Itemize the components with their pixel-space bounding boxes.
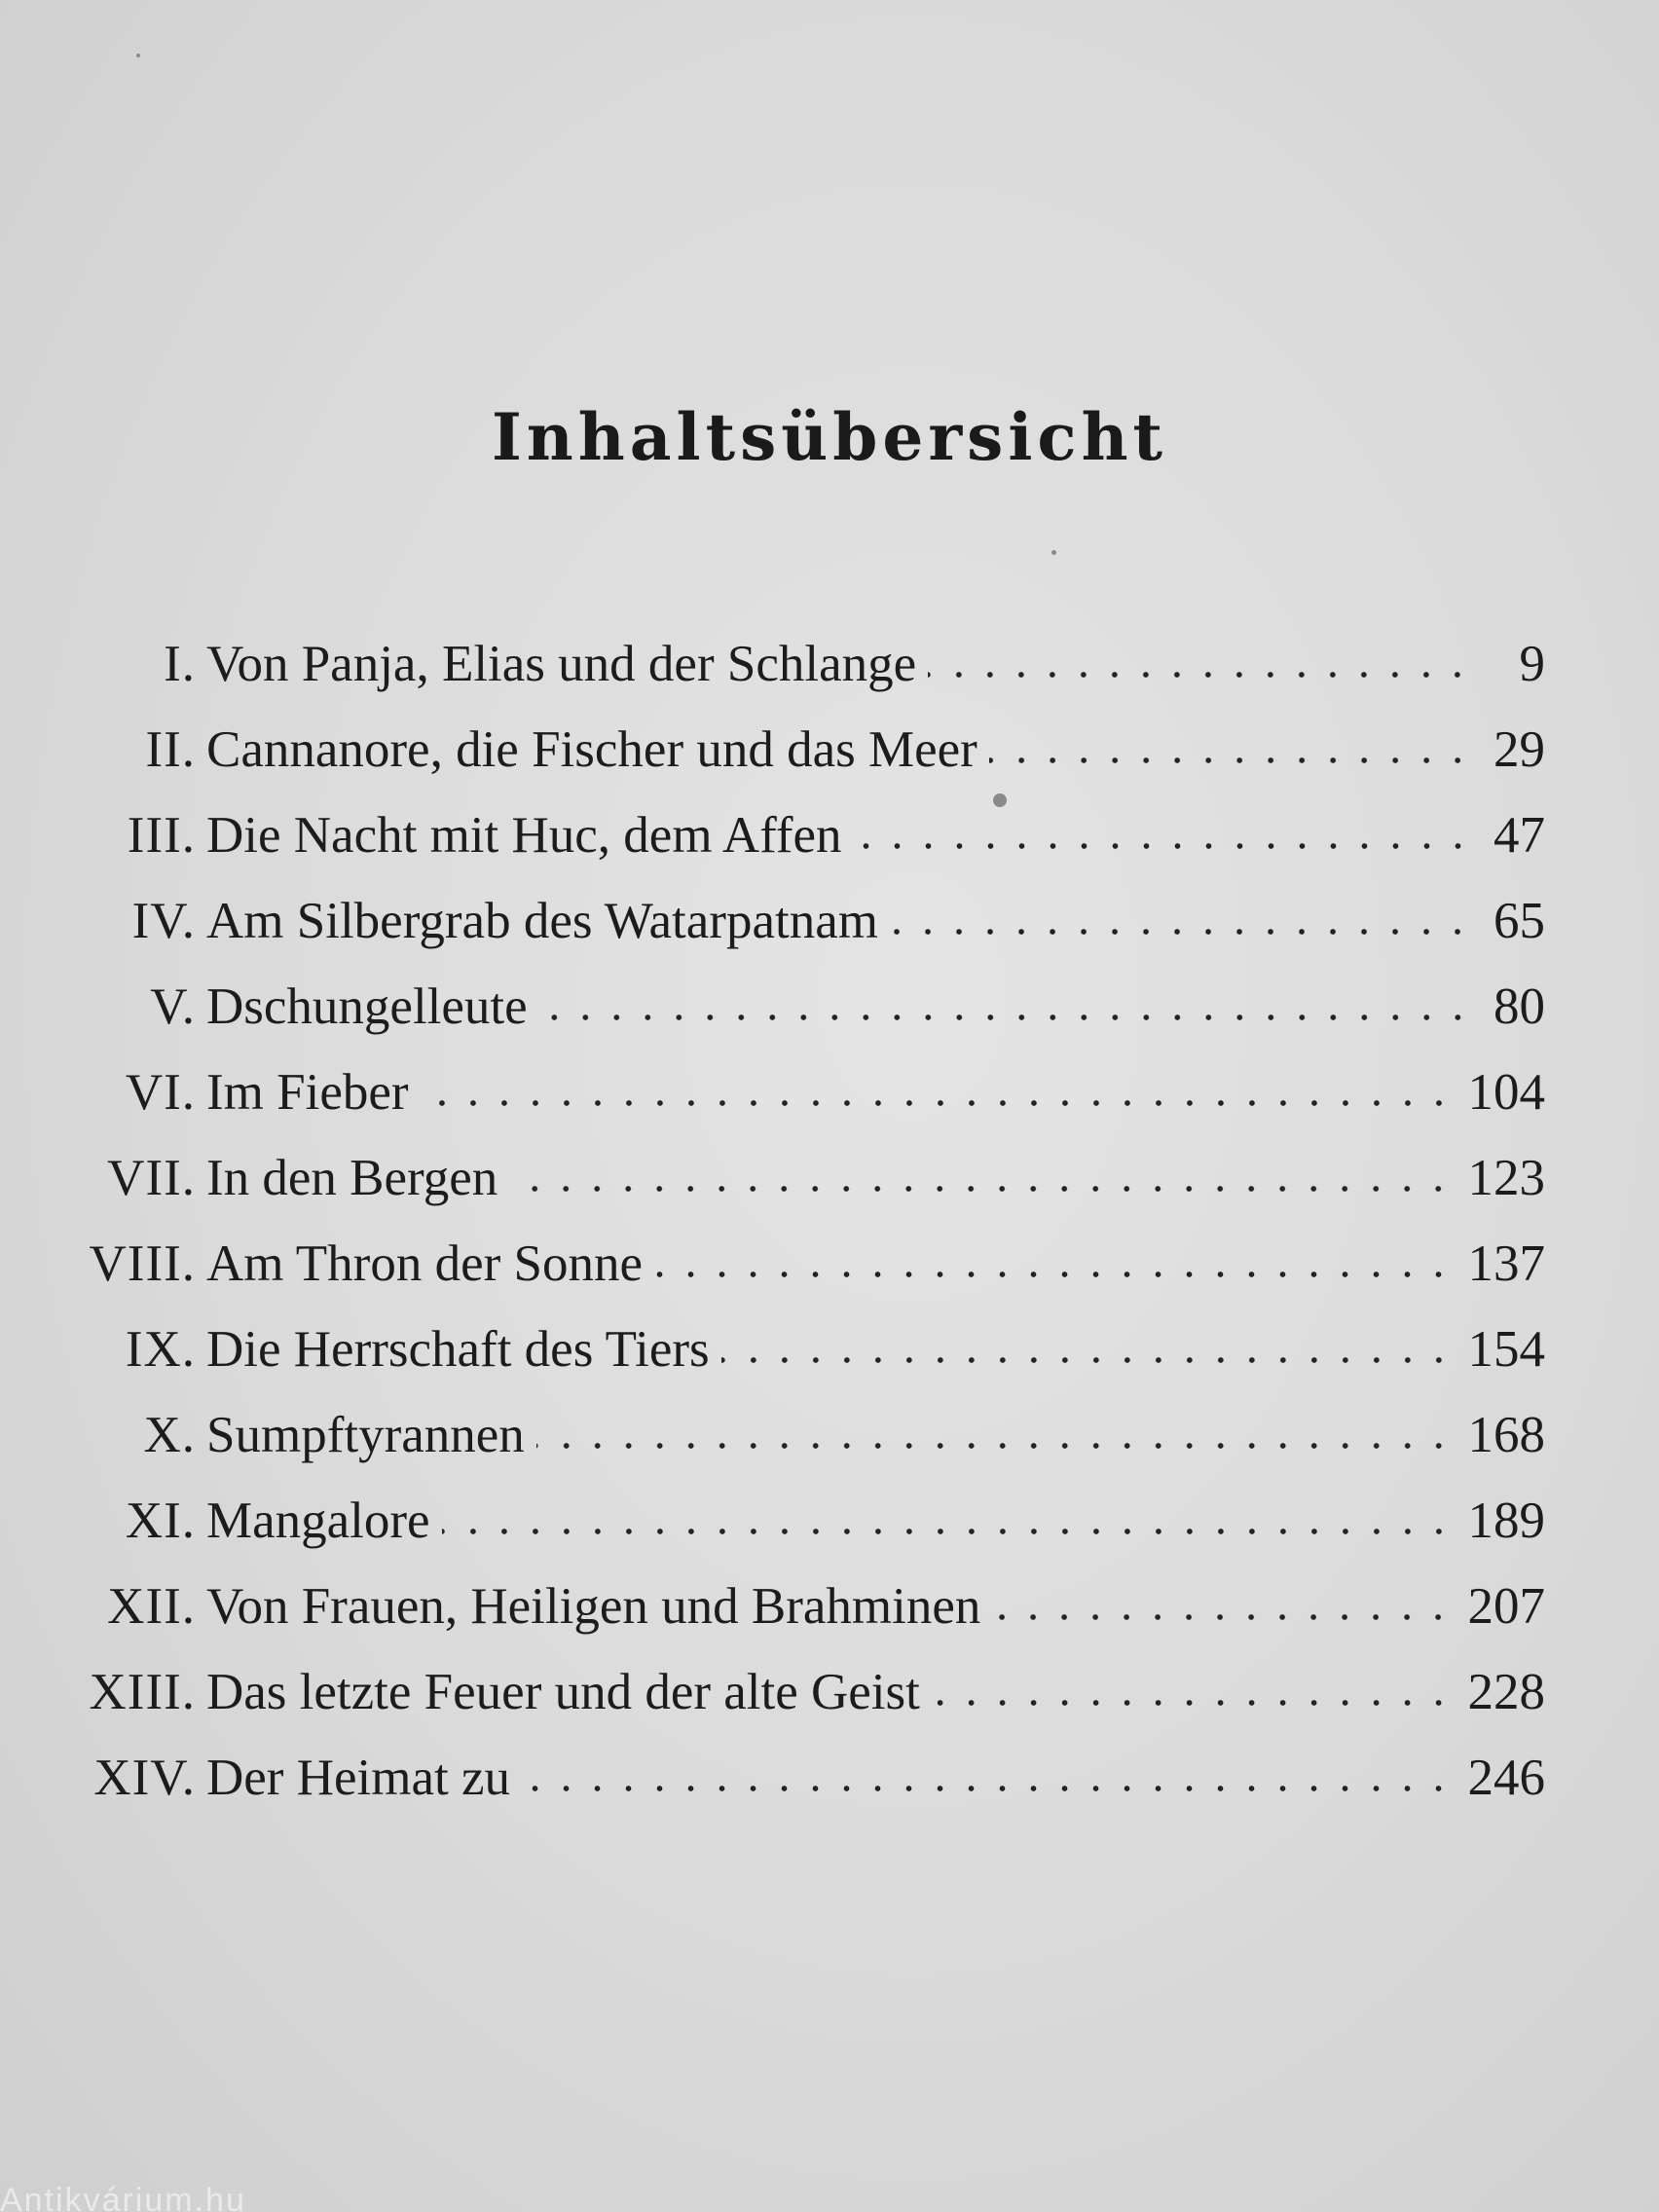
page-number: 154 bbox=[1467, 1321, 1545, 1378]
page-number: 9 bbox=[1519, 636, 1545, 692]
chapter-title: Die Nacht mit Huc, dem Affen bbox=[206, 807, 842, 864]
chapter-title: Dschungelleute bbox=[206, 978, 528, 1035]
watermark: Antikvárium.hu bbox=[0, 2182, 246, 2212]
chapter-title: Mangalore bbox=[206, 1493, 430, 1549]
page-number: 65 bbox=[1493, 893, 1545, 949]
chapter-title: Am Thron der Sonne bbox=[206, 1235, 643, 1292]
chapter-title: Cannanore, die Fischer und das Meer bbox=[206, 721, 977, 778]
toc-entry bbox=[0, 623, 1659, 709]
dot-leader bbox=[854, 841, 1473, 851]
chapter-numeral: XIV. bbox=[93, 1750, 196, 1806]
chapter-numeral: XII. bbox=[107, 1578, 196, 1635]
dot-leader bbox=[721, 1355, 1455, 1365]
chapter-numeral: X. bbox=[143, 1407, 196, 1463]
toc-entry bbox=[0, 880, 1659, 966]
chapter-title: Der Heimat zu bbox=[206, 1750, 510, 1806]
chapter-numeral: VIII. bbox=[89, 1235, 196, 1292]
dot-leader bbox=[509, 1184, 1454, 1194]
page-number: 207 bbox=[1467, 1578, 1545, 1635]
chapter-title: Das letzte Feuer und der alte Geist bbox=[206, 1664, 920, 1720]
chapter-title: Die Herrschaft des Tiers bbox=[206, 1321, 710, 1378]
paper-speck bbox=[136, 54, 140, 57]
page-number: 246 bbox=[1467, 1750, 1545, 1806]
dot-leader bbox=[654, 1270, 1455, 1279]
dot-leader bbox=[928, 670, 1473, 680]
toc-entry bbox=[0, 1566, 1659, 1651]
toc-entry bbox=[0, 966, 1659, 1051]
toc-entry bbox=[0, 1051, 1659, 1137]
toc-entry bbox=[0, 1651, 1659, 1737]
chapter-numeral: VI. bbox=[125, 1064, 196, 1121]
page-number: 123 bbox=[1467, 1150, 1545, 1206]
page-number: 104 bbox=[1467, 1064, 1545, 1121]
paper-speck bbox=[1051, 550, 1056, 555]
page-number: 189 bbox=[1467, 1493, 1545, 1549]
chapter-numeral: XIII. bbox=[89, 1664, 196, 1720]
toc-entry bbox=[0, 1394, 1659, 1480]
toc-entry bbox=[0, 709, 1659, 794]
dot-leader bbox=[421, 1098, 1455, 1108]
toc-entry bbox=[0, 1223, 1659, 1309]
dot-leader bbox=[932, 1698, 1455, 1708]
dot-leader bbox=[539, 1013, 1473, 1022]
dot-leader bbox=[989, 756, 1473, 765]
page-number: 168 bbox=[1467, 1407, 1545, 1463]
chapter-title: Von Frauen, Heiligen und Brahminen bbox=[206, 1578, 981, 1635]
page-number: 29 bbox=[1493, 721, 1545, 778]
toc-entry bbox=[0, 1480, 1659, 1566]
toc-entry bbox=[0, 794, 1659, 880]
page-number: 80 bbox=[1493, 978, 1545, 1035]
toc-entry bbox=[0, 1309, 1659, 1394]
chapter-title: Am Silbergrab des Watarpatnam bbox=[206, 893, 878, 949]
table-of-contents bbox=[0, 623, 1659, 1823]
chapter-numeral: VII. bbox=[107, 1150, 196, 1206]
chapter-numeral: V. bbox=[150, 978, 196, 1035]
dot-leader bbox=[890, 927, 1473, 937]
chapter-numeral: III. bbox=[127, 807, 196, 864]
page-number: 47 bbox=[1493, 807, 1545, 864]
page-number: 228 bbox=[1467, 1664, 1545, 1720]
page-number: 137 bbox=[1467, 1235, 1545, 1292]
toc-entry bbox=[0, 1137, 1659, 1223]
chapter-title: Im Fieber bbox=[206, 1064, 409, 1121]
dot-leader bbox=[442, 1527, 1455, 1536]
dot-leader bbox=[536, 1441, 1455, 1451]
chapter-title: Sumpftyrannen bbox=[206, 1407, 525, 1463]
chapter-title: In den Bergen bbox=[206, 1150, 498, 1206]
dot-leader bbox=[522, 1784, 1455, 1793]
chapter-title: Von Panja, Elias und der Schlange bbox=[206, 636, 917, 692]
page-title: Inhaltsübersicht bbox=[491, 399, 1168, 475]
chapter-numeral: IX. bbox=[125, 1321, 196, 1378]
dot-leader bbox=[992, 1612, 1454, 1622]
toc-entry bbox=[0, 1737, 1659, 1823]
chapter-numeral: II. bbox=[145, 721, 196, 778]
paper-speck bbox=[993, 793, 1007, 807]
chapter-numeral: I. bbox=[164, 636, 196, 692]
chapter-numeral: XI. bbox=[125, 1493, 196, 1549]
chapter-numeral: IV. bbox=[131, 893, 196, 949]
